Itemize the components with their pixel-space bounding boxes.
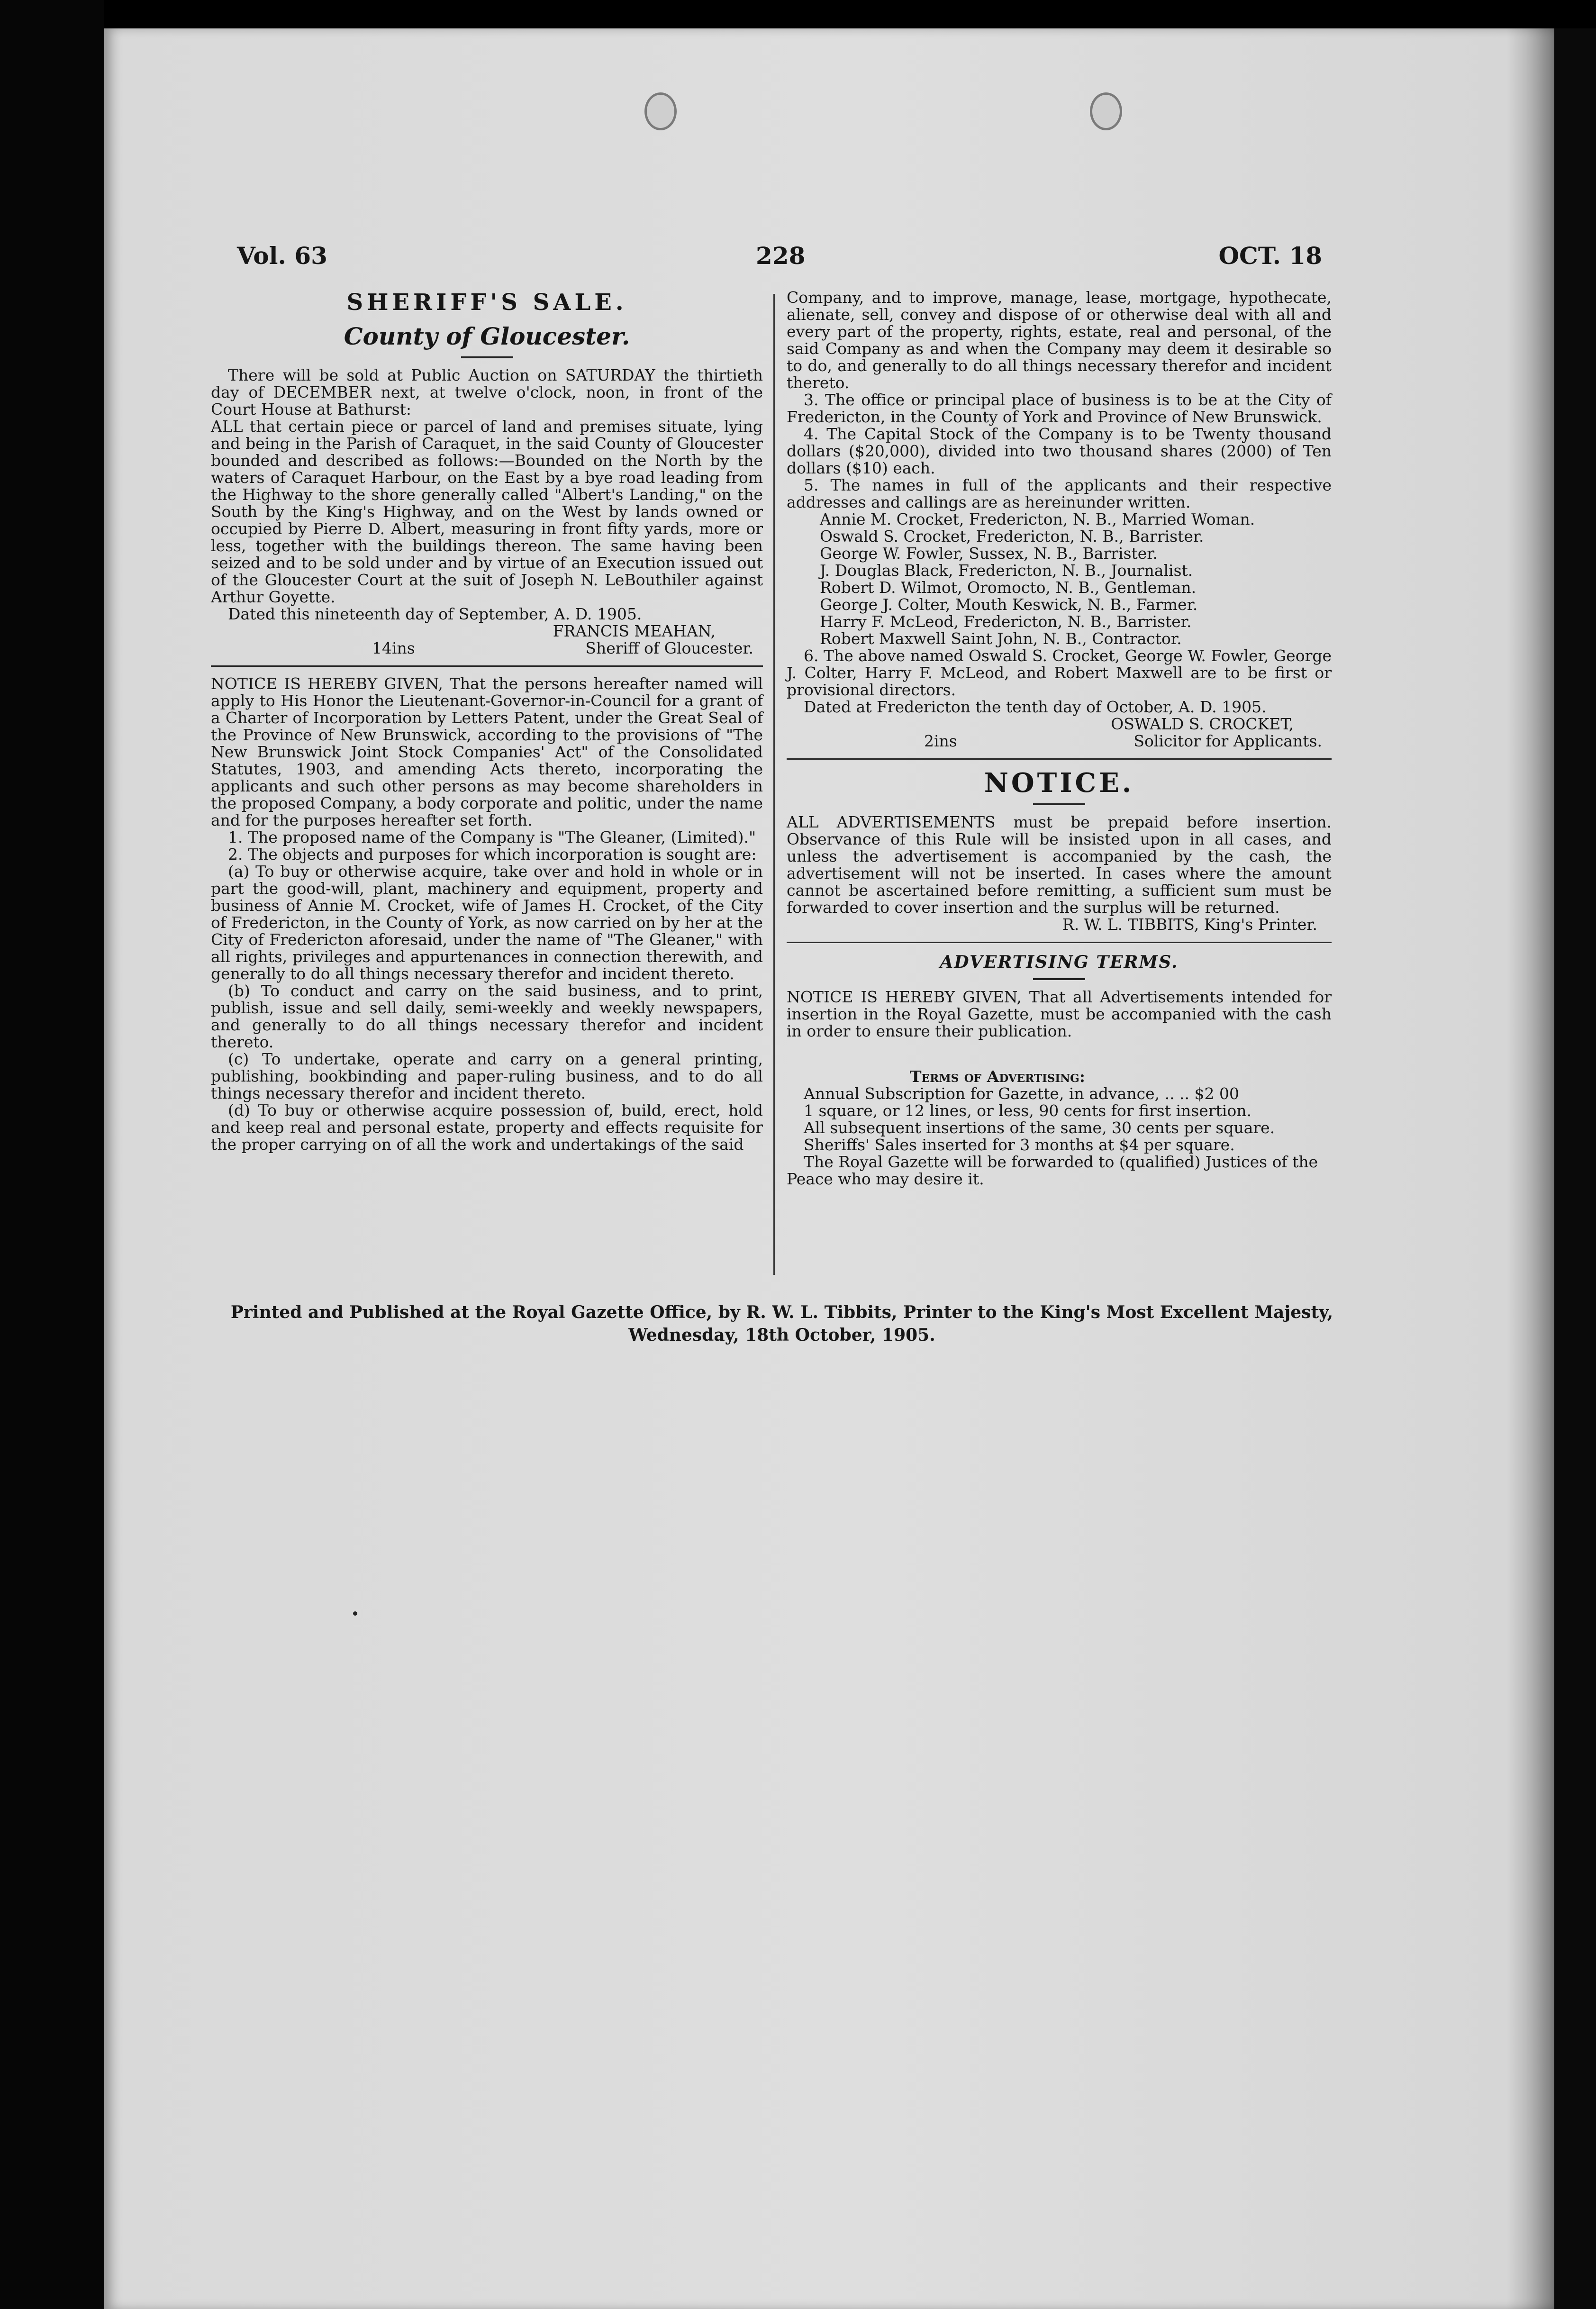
incorporation-dated: Dated at Fredericton the tenth day of October, A. D. 1905. xyxy=(804,698,1267,716)
sale-signature-row xyxy=(211,640,763,657)
page-header xyxy=(237,242,1322,270)
advertising-notice: NOTICE IS HEREBY GIVEN, That all Advertisements intended for insertion in the Royal Gazette, must be accompanied with the cash in order to ensure their publication. xyxy=(787,988,1332,1040)
incorporation-intro: NOTICE IS HEREBY GIVEN, That the persons hereafter named will apply to His Honor the Lieutenant-Governor-in-Council for a grant of a Charter of Incorporation by Letters Patent, under the Great Seal of the Province of New Brunswick, according to the provisions of "The New Brunswick Joint Stock Companies' Act" of the Consolidated Statutes, 1903, and amending Acts thereto, incorporating the applicants and such other persons as may become shareholders in the proposed Company, a body corporate and politic, under the name and for the purposes hereafter set forth. xyxy=(211,674,763,829)
terms-entry: Annual Subscription for Gazette, in advance, .. .. $2 00 xyxy=(804,1084,1239,1103)
incorporation-item-2d: (d) To buy or otherwise acquire possession of, build, erect, hold and keep real and personal estate, property and effects requisite for the proper carrying on of all the work and undertakings of the said xyxy=(211,1101,763,1154)
applicant-entry: J. Douglas Black, Fredericton, N. B., Journalist. xyxy=(820,561,1193,580)
page-number: 228 xyxy=(756,242,806,270)
notice-signer: R. W. L. TIBBITS, King's Printer. xyxy=(1062,915,1317,934)
incorporation-item-5: 5. The names in full of the applicants and their respective addresses and callings are as hereinunder written. xyxy=(787,476,1332,511)
incorporation-item-3: 3. The office or principal place of business is to be at the City of Fredericton, in the County of York and Province of New Brunswick. xyxy=(787,391,1332,426)
terms-list xyxy=(787,1085,1332,1188)
publication-date: Wednesday, 18th October, 1905. xyxy=(628,1325,935,1345)
punch-hole-left xyxy=(644,92,677,130)
scan-border-left xyxy=(0,0,104,2309)
column-divider xyxy=(773,294,775,1275)
volume-number: Vol. 63 xyxy=(237,242,327,270)
applicant-entry: Harry F. McLeod, Fredericton, N. B., Barrister. xyxy=(820,612,1192,631)
advertising-terms-title: ADVERTISING TERMS. xyxy=(940,952,1179,972)
incorporation-item-2: 2. The objects and purposes for which incorporation is sought are: xyxy=(228,845,757,864)
sale-intro: There will be sold at Public Auction on SATURDAY the thirtieth day of DECEMBER next, at twelve o'clock, noon, in front of the Court House at Bathurst: xyxy=(211,366,763,418)
terms-entry: 1 square, or 12 lines, or less, 90 cents for first insertion. xyxy=(804,1101,1251,1120)
applicant-entry: Oswald S. Crocket, Fredericton, N. B., Barrister. xyxy=(820,527,1204,545)
sale-signer: FRANCIS MEAHAN, xyxy=(553,622,716,640)
page-fold-shadow xyxy=(1507,28,1554,2309)
punch-hole-right xyxy=(1090,92,1122,130)
incorporation-item-2b: (b) To conduct and carry on the said business, and to print, publish, issue and sell daily, semi-weekly and weekly newspapers, and generally to do all things necessary therefor and incident thereto. xyxy=(211,982,763,1051)
incorporation-item-2a: (a) To buy or otherwise acquire, take over and hold in whole or in part the good-will, plant, machinery and equipment, property and business of Annie M. Crocket, wife of James H. Crocket, of the City of Fredericton, in the County of York, as now carried on by her at the City of Fredericton aforesaid, under the name of "The Gleaner," with all rights, privileges and appurtenances in connection therewith, and generally to do all things necessary therefor and incident thereto. xyxy=(211,862,763,983)
notice-title: NOTICE. xyxy=(984,767,1134,799)
incorporation-insertions: 2ins xyxy=(924,732,957,750)
sheriff-sale-title: SHERIFF'S SALE. xyxy=(346,289,627,316)
scan-border-top xyxy=(0,0,1596,28)
incorporation-item-4: 4. The Capital Stock of the Company is to be Twenty thousand dollars ($20,000), divided into two thousand shares (2000) of Ten dollars ($10) each. xyxy=(787,425,1332,477)
applicant-entry: George W. Fowler, Sussex, N. B., Barrister. xyxy=(820,544,1158,563)
terms-entry: All subsequent insertions of the same, 30 cents per square. xyxy=(804,1118,1275,1137)
section-rule xyxy=(1033,803,1085,805)
incorporation-signature-row xyxy=(787,733,1332,750)
sale-dated: Dated this nineteenth day of September, A. D. 1905. xyxy=(228,605,642,623)
applicant-entry: George J. Colter, Mouth Keswick, N. B., Farmer. xyxy=(820,595,1198,614)
notice-body: ALL ADVERTISEMENTS must be prepaid before insertion. Observance of this Rule will be insisted upon in all cases, and unless the advertisement is accompanied by the cash, the advertisement will not be inserted. In cases where the amount cannot be ascertained before remitting, a sufficient sum must be forwarded to cover insertion and the surplus will be returned. xyxy=(787,813,1332,917)
section-divider xyxy=(787,758,1332,760)
terms-heading: Terms of Advertising: xyxy=(910,1067,1085,1086)
incorporation-signer: OSWALD S. CROCKET, xyxy=(1111,715,1294,733)
sale-insertions: 14ins xyxy=(372,639,415,657)
section-rule xyxy=(461,356,513,358)
page-footer xyxy=(190,1301,1374,1346)
section-rule xyxy=(1033,978,1085,980)
ink-speck xyxy=(353,1611,357,1616)
applicant-entry: Robert D. Wilmot, Oromocto, N. B., Gentleman. xyxy=(820,578,1197,597)
right-column xyxy=(787,289,1332,1188)
incorporation-item-6: 6. The above named Oswald S. Crocket, George W. Fowler, George J. Colter, Harry F. McLeod, and Robert Maxwell are to be first or provisional directors. xyxy=(787,646,1332,699)
incorporation-signer-title: Solicitor for Applicants. xyxy=(1134,732,1322,750)
applicant-list xyxy=(787,511,1332,647)
applicant-entry: Annie M. Crocket, Fredericton, N. B., Married Woman. xyxy=(820,510,1255,528)
applicant-entry: Robert Maxwell Saint John, N. B., Contractor. xyxy=(820,629,1182,648)
terms-entry: Sheriffs' Sales inserted for 3 months at $4 per square. xyxy=(804,1136,1235,1154)
issue-date: OCT. 18 xyxy=(1218,242,1322,270)
incorporation-item-1: 1. The proposed name of the Company is "The Gleaner, (Limited)." xyxy=(228,828,756,846)
imprint-line: Printed and Published at the Royal Gazette Office, by R. W. L. Tibbits, Printer to the King's Most Excellent Majesty, xyxy=(230,1302,1333,1322)
section-divider xyxy=(211,665,763,667)
section-divider xyxy=(787,942,1332,943)
incorporation-item-2d-continued: Company, and to improve, manage, lease, mortgage, hypothecate, alienate, sell, convey and dispose of or otherwise deal with all and every part of the property, rights, estate, real and personal, of the said Company as and when the Company may deem it desirable so to do, and generally to do all things necessary therefor and incident thereto. xyxy=(787,288,1332,392)
incorporation-item-2c: (c) To undertake, operate and carry on a general printing, publishing, bookbinding and paper-ruling business, and to do all things necessary therefor and incident thereto. xyxy=(211,1050,763,1102)
county-heading: County of Gloucester. xyxy=(344,322,630,350)
sale-body: ALL that certain piece or parcel of land and premises situate, lying and being in the Parish of Caraquet, in the said County of Gloucester bounded and described as follows:—Bounded on the North by the waters of Caraquet Harbour, on the East by a bye road leading from the Highway to the shore generally called "Albert's Landing," on the South by the King's Highway, and on the West by lands owned or occupied by Pierre D. Albert, measuring in front fifty yards, more or less, together with the buildings thereon. The same having been seized and to be sold under and by virtue of an Execution issued out of the Gloucester Court at the suit of Joseph N. LeBouthiler against Arthur Goyette. xyxy=(211,417,763,606)
terms-entry: The Royal Gazette will be forwarded to (qualified) Justices of the Peace who may desire it. xyxy=(787,1153,1318,1188)
left-column xyxy=(211,289,763,1153)
sale-signer-title: Sheriff of Gloucester. xyxy=(585,639,753,657)
